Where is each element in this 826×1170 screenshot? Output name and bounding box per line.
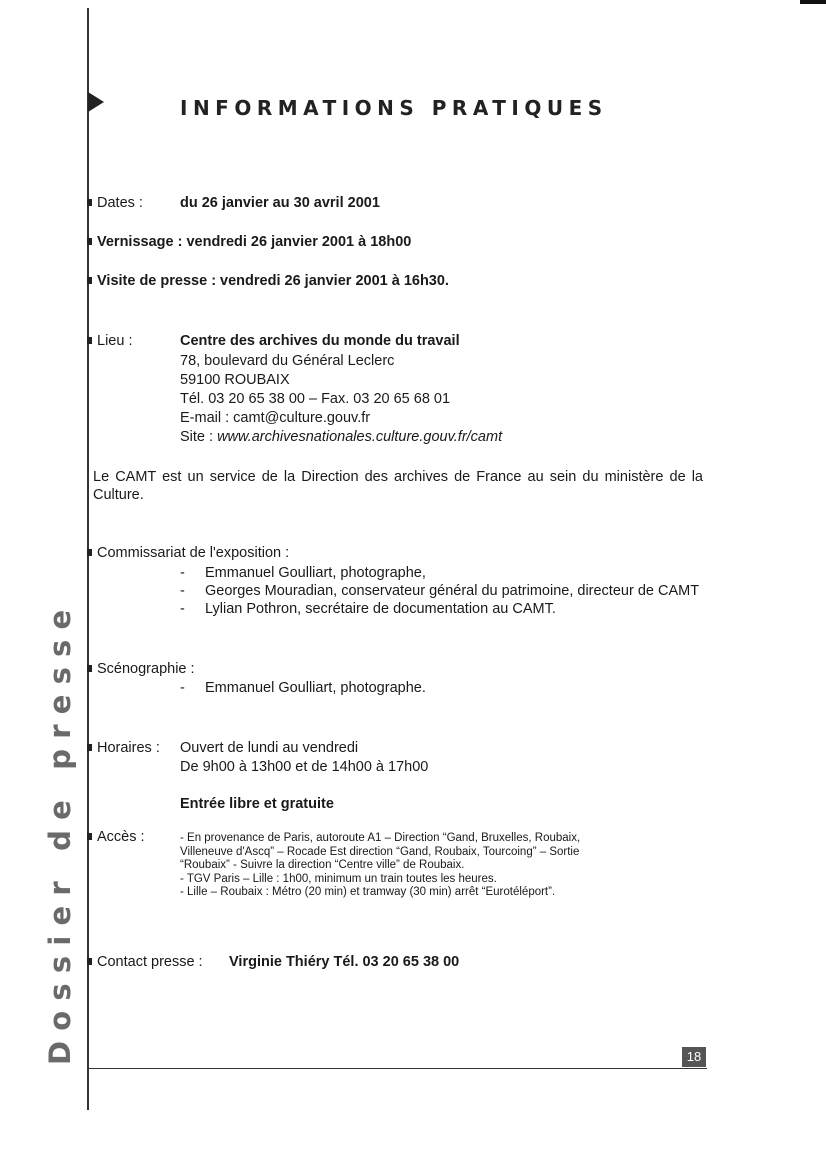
acces-line: Villeneuve d'Ascq” – Rocade Est direction “Gand, Roubaix, Tourcoing” – Sortie xyxy=(180,845,580,858)
horaires-line1: Ouvert de lundi au vendredi xyxy=(180,740,359,756)
list-item: - Georges Mouradian, conservateur général du patrimoine, directeur de CAMT xyxy=(180,583,700,599)
bullet-icon xyxy=(87,549,92,556)
bullet-icon xyxy=(87,199,92,206)
site-label: Site : xyxy=(180,429,218,445)
acces-line: - TGV Paris – Lille : 1h00, minimum un train toutes les heures. xyxy=(180,872,497,885)
visite-line: Visite de presse : vendredi 26 janvier 2001 à 16h30. xyxy=(97,273,449,289)
footer-rule xyxy=(87,1068,707,1069)
lieu-label: Lieu : xyxy=(97,333,133,349)
acces-label: Accès : xyxy=(97,829,145,845)
entry-note: Entrée libre et gratuite xyxy=(180,796,334,812)
bullet-icon xyxy=(87,337,92,344)
acces-text xyxy=(180,832,703,900)
lieu-phone: Tél. 03 20 65 38 00 – Fax. 03 20 65 68 01 xyxy=(180,391,451,407)
contact-value: Virginie Thiéry Tél. 03 20 65 38 00 xyxy=(229,954,460,970)
list-item: - Emmanuel Goulliart, photographe. xyxy=(180,680,426,696)
horaires-label: Horaires : xyxy=(97,740,160,756)
list-item: - Emmanuel Goulliart, photographe, xyxy=(180,565,426,581)
horaires-line2: De 9h00 à 13h00 et de 14h00 à 17h00 xyxy=(180,759,429,775)
scenographie-label: Scénographie : xyxy=(97,661,195,677)
corner-mark xyxy=(800,0,826,4)
bullet-icon xyxy=(87,744,92,751)
lieu-site xyxy=(180,428,502,446)
acces-line: - Lille – Roubaix : Métro (20 min) et tramway (30 min) arrêt “Eurotéléport”. xyxy=(180,886,556,898)
scenographie-list xyxy=(180,679,708,697)
lieu-name: Centre des archives du monde du travail xyxy=(180,333,460,349)
lieu-address1: 78, boulevard du Général Leclerc xyxy=(180,353,395,369)
acces-line: “Roubaix” - Suivre la direction “Centre ville” de Roubaix. xyxy=(180,859,465,871)
site-url: www.archivesnationales.culture.gouv.fr/camt xyxy=(217,429,503,445)
bullet-icon xyxy=(87,958,92,965)
side-label: Dossier de presse xyxy=(43,599,77,1065)
page-number: 18 xyxy=(682,1047,706,1067)
commissariat-list xyxy=(180,564,708,618)
bullet-icon xyxy=(87,277,92,284)
lieu-address2: 59100 ROUBAIX xyxy=(180,372,290,388)
acces-line: - En provenance de Paris, autoroute A1 – Direction “Gand, Bruxelles, Roubaix, xyxy=(180,832,581,844)
dates-label: Dates : xyxy=(97,195,143,211)
bullet-icon xyxy=(87,238,92,245)
bullet-icon xyxy=(87,833,92,840)
margin-rule xyxy=(87,8,89,1110)
lieu-email: E-mail : camt@culture.gouv.fr xyxy=(180,410,371,426)
list-item: - Lylian Pothron, secrétaire de documentation au CAMT. xyxy=(180,601,556,617)
page-title: INFORMATIONS PRATIQUES xyxy=(180,96,608,120)
commissariat-label: Commissariat de l'exposition : xyxy=(97,545,290,561)
camt-note: Le CAMT est un service de la Direction des archives de France au sein du ministère de la Culture. xyxy=(93,469,703,503)
vernissage-line: Vernissage : vendredi 26 janvier 2001 à 18h00 xyxy=(97,234,412,250)
bullet-icon xyxy=(87,665,92,672)
arrow-marker-icon xyxy=(88,92,104,112)
contact-label: Contact presse : xyxy=(97,954,203,970)
dates-value: du 26 janvier au 30 avril 2001 xyxy=(180,195,380,211)
